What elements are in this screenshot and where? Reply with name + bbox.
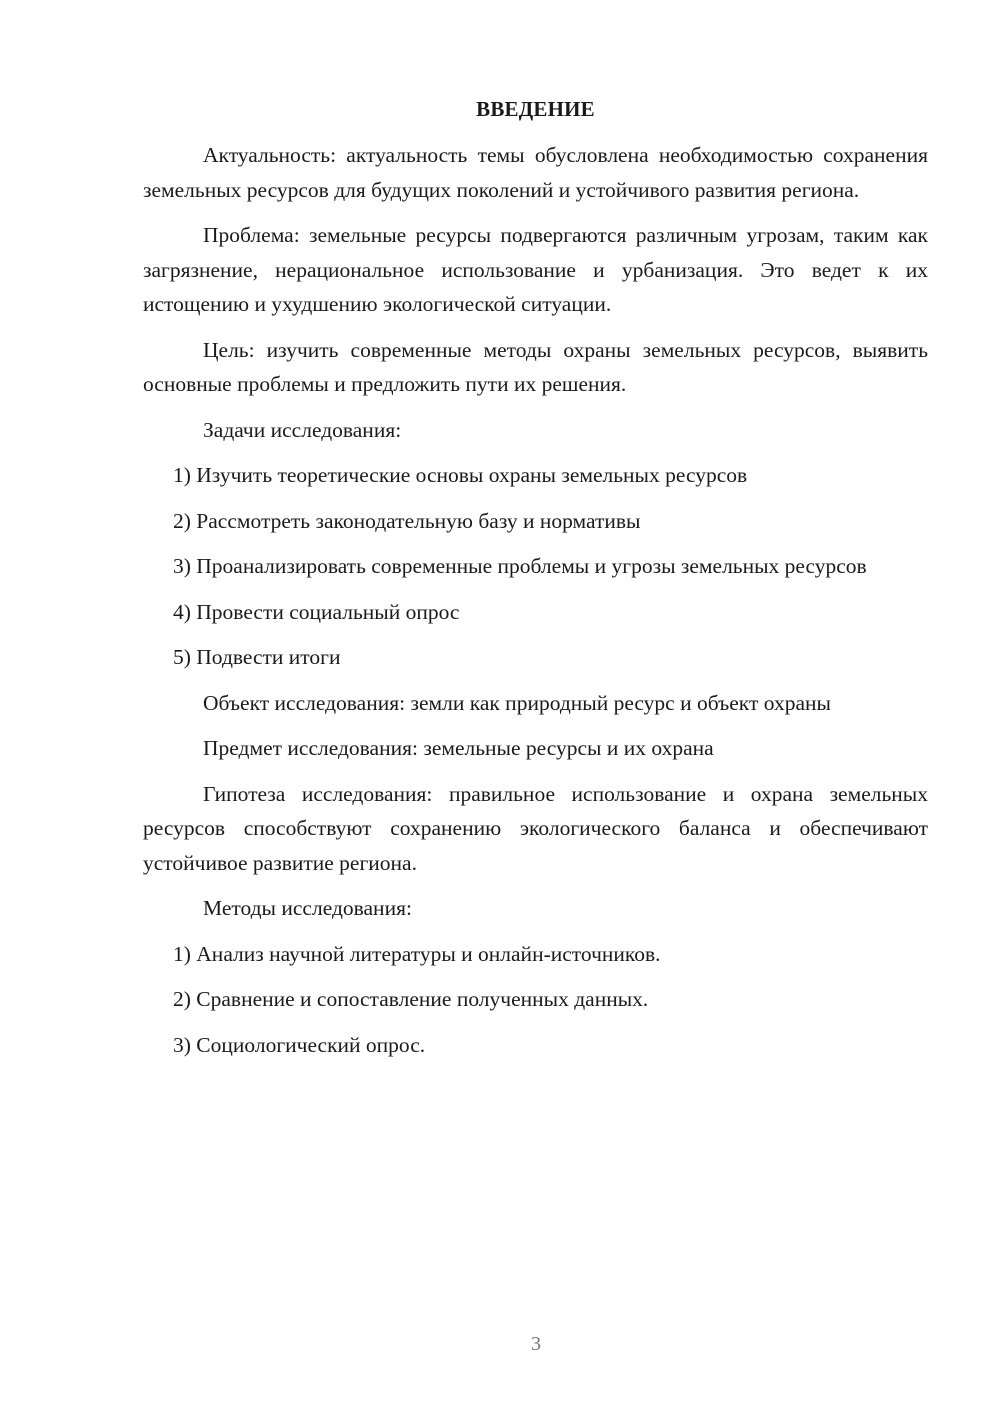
method-item: 2) Сравнение и сопоставление полученных данных. [173, 987, 649, 1011]
problem-paragraph: Проблема: земельные ресурсы подвергаются различным угрозам, таким как загрязнение, нерациональное использование и урбанизация. Это ведет к их истощению и ухудшению экологической ситуации. [143, 223, 928, 316]
task-item: 2) Рассмотреть законодательную базу и нормативы [173, 508, 641, 533]
hypothesis-paragraph: Гипотеза исследования: правильное использование и охрана земельных ресурсов способствуют сохранению экологического баланса и обеспечивают устойчивое развитие региона. [143, 781, 928, 875]
task-item: 4) Провести социальный опрос [173, 599, 460, 624]
page-title: ВВЕДЕНИЕ [476, 97, 595, 121]
method-item: 3) Социологический опрос. [173, 1032, 426, 1057]
task-item: 1) Изучить теоретические основы охраны земельных ресурсов [173, 463, 748, 487]
subject-paragraph: Предмет исследования: земельные ресурсы и их охрана [203, 736, 714, 760]
task-item: 3) Проанализировать современные проблемы и угрозы земельных ресурсов [173, 554, 867, 578]
task-item: 5) Подвести итоги [173, 645, 341, 669]
methods-heading: Методы исследования: [203, 896, 412, 920]
object-paragraph: Объект исследования: земли как природный ресурс и объект охраны [203, 690, 831, 715]
document-page [143, 92, 928, 1073]
method-item: 1) Анализ научной литературы и онлайн-источников. [173, 941, 661, 966]
page-number: 3 [531, 1333, 541, 1355]
tasks-heading: Задачи исследования: [203, 417, 402, 442]
relevance-paragraph: Актуальность: актуальность темы обусловлена необходимостью сохранения земельных ресурсов для будущих поколений и устойчивого развития региона. [143, 143, 928, 202]
goal-paragraph: Цель: изучить современные методы охраны земельных ресурсов, выявить основные проблемы и предложить пути их решения. [143, 337, 928, 396]
